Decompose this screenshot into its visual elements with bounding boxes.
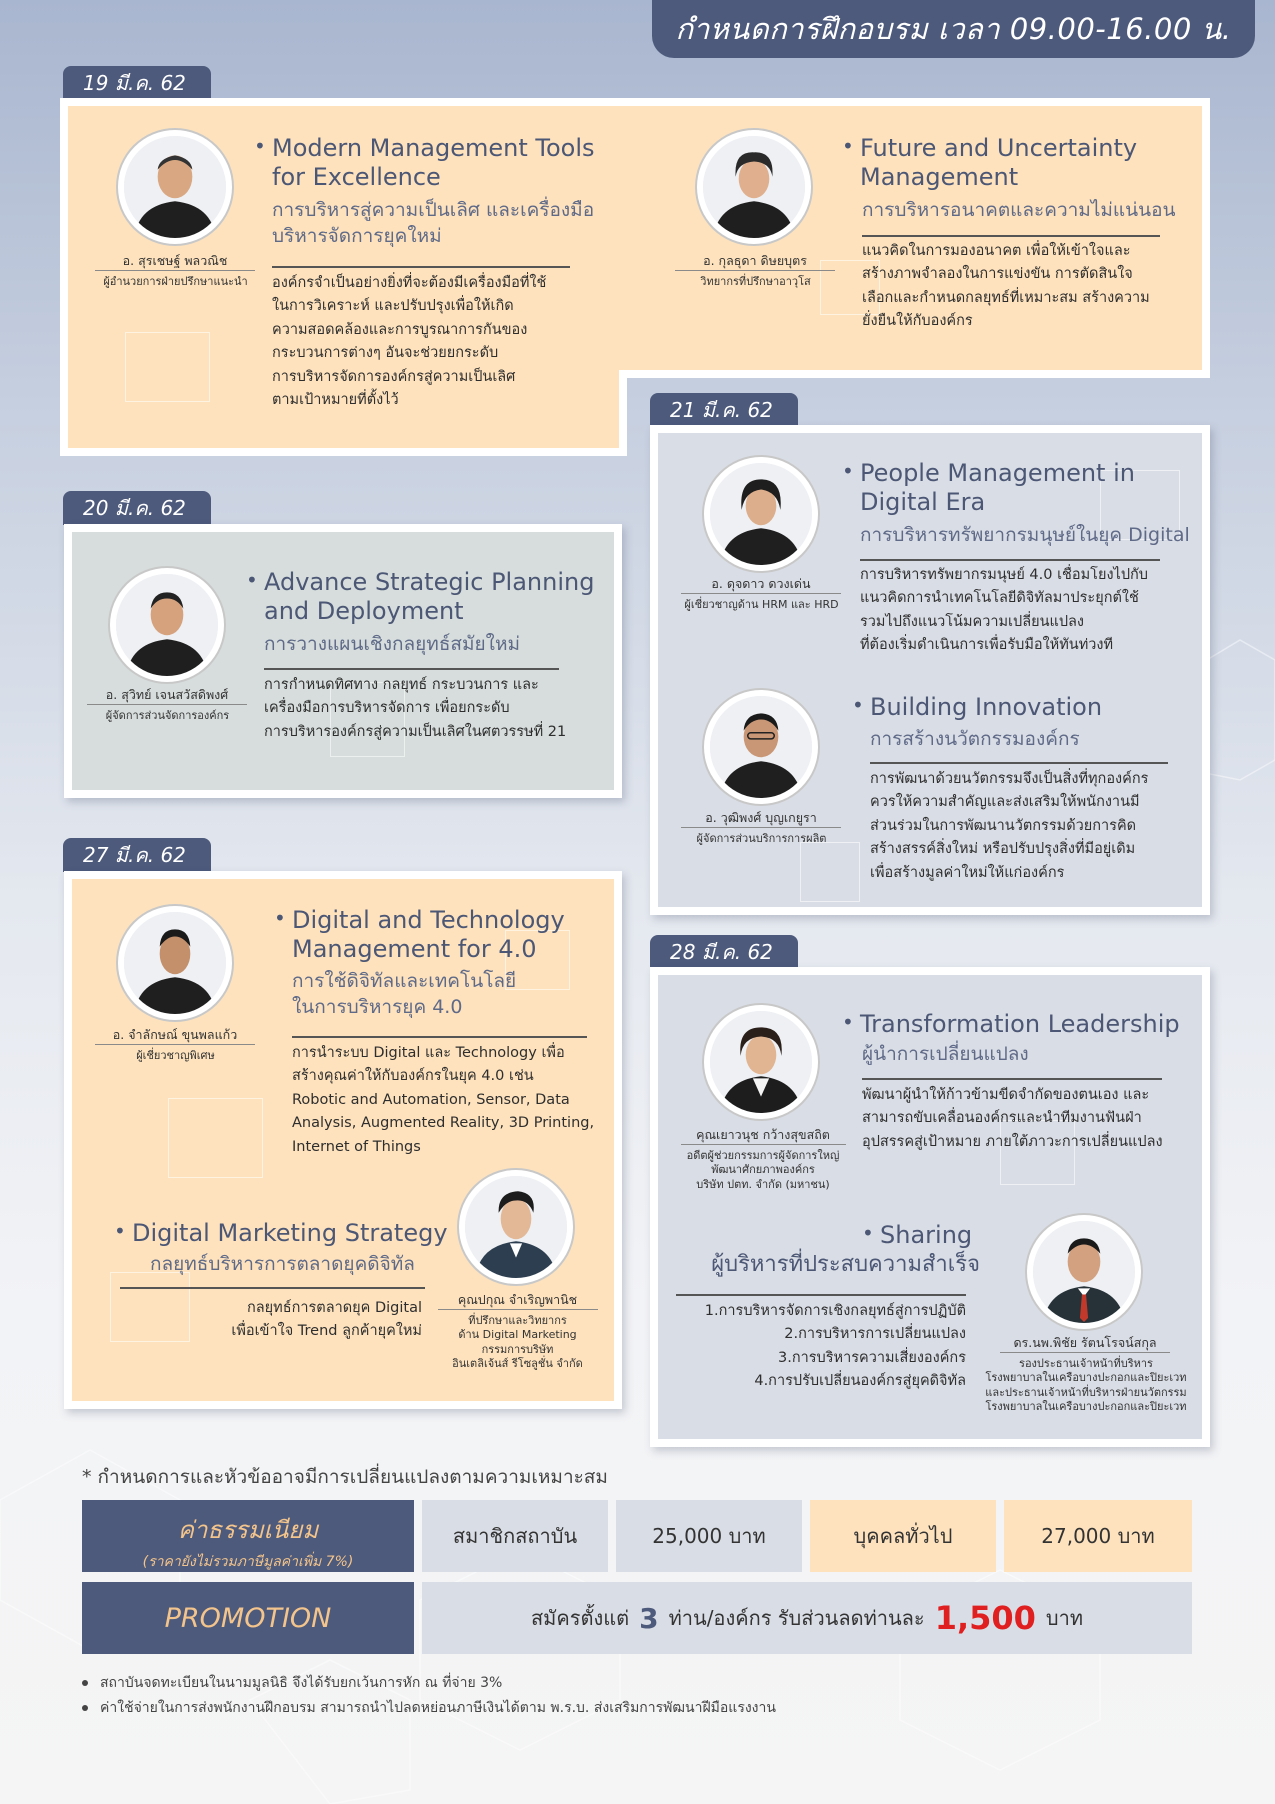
divider — [675, 270, 835, 271]
speaker-role: ผู้จัดการส่วนจัดการองค์กร — [105, 709, 230, 722]
bullet-icon: • — [114, 1219, 126, 1243]
member-price: 25,000 บาท — [616, 1500, 802, 1572]
title-divider — [862, 235, 1160, 237]
session-description: การบริหารทรัพยากรมนุษย์ 4.0 เชื่อมโยงไปกับ แนวคิดการนำเทคโนโลยีดิจิทัลมาประยุกต์ใช้ รวมไปถึงแนวโน้มความเปลี่ยนแปลง ที่ต้องเริ่มดำเนินการเพื่อรับมือให้ทันท่วงที — [860, 567, 1149, 654]
session-title: • Sharing — [862, 1221, 973, 1249]
session-title: • People Management in Digital Era — [842, 459, 1135, 517]
speaker-name: คุณเยาวนุช กว้างสุขสถิต — [696, 1127, 830, 1142]
decor-cube — [168, 1098, 263, 1178]
title-divider — [860, 559, 1160, 561]
fee-label-sub: (ราคายังไม่รวมภาษีมูลค่าเพิ่ม 7%) — [142, 1554, 354, 1570]
session-description: 1.การบริหารจัดการเชิงกลยุทธ์สู่การปฏิบัติ 2.การบริหารการเปลี่ยนแปลง 3.การบริหารความเสี่ยงองค์กร 4.การปรับเปลี่ยนองค์กรสู่ยุคดิจิทัล — [704, 1303, 966, 1390]
session-description: องค์กรจำเป็นอย่างยิ่งที่จะต้องมีเครื่องมือที่ใช้ ในการวิเคราะห์ และปรับปรุงเพื่อให้เกิด ความสอดคล้องและการบูรณาการกันของ กระบวนการต่างๆ อันจะช่วยยกระดับ การบริหารจัดการองค์กรสู่ความเป็นเลิศ ตามเป้าหมายที่ตั้งไว้ — [272, 275, 547, 409]
speaker-name: อ. ดุจดาว ดวงเด่น — [711, 576, 811, 591]
bullet-icon: • — [274, 906, 286, 930]
bullet-icon: • — [254, 134, 266, 158]
person-portrait-icon — [124, 136, 226, 238]
decor-cube — [125, 332, 210, 402]
speaker-role: ผู้อำนวยการฝ่ายปรึกษาแนะนำ — [103, 275, 248, 288]
session-description: กลยุทธ์การตลาดยุค Digital เพื่อเข้าใจ Trend ลูกค้ายุคใหม่ — [231, 1300, 422, 1340]
divider — [681, 827, 841, 828]
title-divider — [120, 1287, 425, 1289]
speaker-role: รองประธานเจ้าหน้าที่บริหาร โรงพยาบาลในเครือบางปะกอกและปิยะเวท และประธานเจ้าหน้าที่บริหารฝ่ายนวัตกรรม โรงพยาบาลในเครือบางปะกอกและปิยะเวท — [985, 1357, 1187, 1413]
speaker-name: อ. วุฒิพงศ์ บุญเกยูรา — [705, 810, 817, 825]
title-divider — [870, 762, 1168, 764]
divider — [95, 270, 255, 271]
speaker-name: อ. สุวิทย์ เจนสวัสดิพงศ์ — [105, 687, 229, 702]
person-portrait-icon — [710, 463, 812, 565]
session-subtitle: การวางแผนเชิงกลยุทธ์สมัยใหม่ — [264, 633, 521, 655]
promotion-label-box — [82, 1582, 414, 1654]
avatar — [459, 1170, 573, 1284]
speaker-role: อดีตผู้ช่วยกรรมการผู้จัดการใหญ่ พัฒนาศักยภาพองค์กร บริษัท ปตท. จำกัด (มหาชน) — [686, 1149, 840, 1191]
decor-cube — [110, 1272, 190, 1342]
divider — [95, 1044, 255, 1045]
member-label: สมาชิกสถาบัน — [422, 1500, 608, 1572]
session-subtitle: การบริหารสู่ความเป็นเลิศ และเครื่องมือ บริหารจัดการยุคใหม่ — [272, 199, 595, 248]
session-title: • Digital Marketing Strategy — [114, 1219, 448, 1247]
speaker-role: วิทยากรที่ปรึกษาอาวุโส — [700, 275, 811, 288]
session-title: • Building Innovation — [852, 693, 1103, 721]
footnote: ค่าใช้จ่ายในการส่งพนักงานฝึกอบรม สามารถนำไปลดหย่อนภาษีเงินได้ตาม พ.ร.บ. ส่งเสริมการพัฒนาฝีมือแรงงาน — [82, 1697, 776, 1719]
session-description: พัฒนาผู้นำให้ก้าวข้ามขีดจำกัดของตนเอง และ สามารถขับเคลื่อนองค์กรและนำทีมงานฟันฝ่า อุปสรรคสู่เป้าหมาย ภายใต้ภาวะการเปลี่ยนแปลง — [862, 1087, 1163, 1150]
person-portrait-icon — [1033, 1221, 1135, 1323]
divider — [87, 704, 247, 705]
promo-unit: บาท — [1045, 1606, 1084, 1630]
promotion-label: PROMOTION — [164, 1602, 332, 1634]
promo-count: 3 — [639, 1601, 659, 1635]
fee-label-box — [82, 1500, 414, 1572]
promotion-text — [422, 1582, 1192, 1654]
title-divider — [264, 668, 559, 670]
session-description: การพัฒนาด้วยนวัตกรรมจึงเป็นสิ่งที่ทุกองค์กร ควรให้ความสำคัญและส่งเสริมให้พนักงานมี ส่วนร่วมในการพัฒนานวัตกรรมด้วยการคิด สร้างสรรค์สิ่งใหม่ หรือปรับปรุงสิ่งที่มีอยู่เดิม เพื่อสร้างมูลค่าใหม่ให้แก่องค์กร — [870, 771, 1149, 881]
session-subtitle: การบริหารอนาคตและความไม่แน่นอน — [862, 199, 1176, 221]
person-portrait-icon — [116, 574, 218, 676]
avatar — [697, 130, 811, 244]
session-subtitle: ผู้บริหารที่ประสบความสำเร็จ — [711, 1252, 980, 1277]
footnote: สถาบันจดทะเบียนในนามมูลนิธิ จึงได้รับยกเว้นการหัก ณ ที่จ่าย 3% — [82, 1672, 502, 1694]
header-title: กำหนดการฝึกอบรม เวลา 09.00-16.00 น. — [675, 12, 1232, 46]
promo-text-before: สมัครตั้งแต่ — [530, 1606, 630, 1630]
general-label: บุคคลทั่วไป — [810, 1500, 996, 1572]
session-description: การนำระบบ Digital และ Technology เพื่อ สร้างคุณค่าให้กับองค์กรในยุค 4.0 เช่น Robotic and Automation, Sensor, Data Analysis, Augmented Reality, 3D Printing, Internet of Things — [292, 1045, 595, 1155]
bullet-icon: • — [862, 1221, 874, 1245]
speaker-role: ผู้เชี่ยวชาญพิเศษ — [136, 1049, 215, 1062]
bullet-icon — [82, 1680, 88, 1686]
bullet-icon — [82, 1705, 88, 1711]
date-tab-27-mar: 27 มี.ค. 62 — [63, 838, 211, 872]
avatar — [110, 568, 224, 682]
avatar — [704, 690, 818, 804]
session-subtitle: กลยุทธ์บริหารการตลาดยุคดิจิทัล — [150, 1253, 415, 1275]
date-tab-28-mar: 28 มี.ค. 62 — [650, 935, 798, 969]
title-divider — [862, 1078, 1162, 1080]
avatar — [1027, 1215, 1141, 1329]
session-title: • Modern Management Tools for Excellence — [254, 134, 595, 192]
person-portrait-icon — [465, 1176, 567, 1278]
schedule-note: * กำหนดการและหัวข้ออาจมีการเปลี่ยนแปลงตามความเหมาะสม — [82, 1466, 608, 1488]
session-subtitle: การใช้ดิจิทัลและเทคโนโลยี ในการบริหารยุค 4.0 — [292, 970, 517, 1019]
title-divider — [292, 1036, 587, 1038]
divider — [681, 593, 841, 594]
divider — [438, 1309, 598, 1310]
session-title: • Future and Uncertainty Management — [842, 134, 1138, 192]
speaker-name: อ. สุรเชษฐ์ พลวณิช — [122, 253, 228, 268]
session-subtitle: ผู้นำการเปลี่ยนแปลง — [862, 1043, 1029, 1065]
speaker-name: ดร.นพ.พิชัย รัตนโรจน์สกุล — [1013, 1335, 1157, 1350]
divider — [1000, 1352, 1170, 1353]
speaker-role: ผู้เชี่ยวชาญด้าน HRM และ HRD — [684, 598, 839, 611]
session-description: การกำหนดทิศทาง กลยุทธ์ กระบวนการ และ เครื่องมือการบริหารจัดการ เพื่อยกระดับ การบริหารองค์กรสู่ความเป็นเลิศในศตวรรษที่ 21 — [264, 677, 567, 740]
bullet-icon: • — [842, 459, 854, 483]
person-portrait-icon — [124, 912, 226, 1014]
speaker-name: อ. จำลักษณ์ ขุนพลแก้ว — [112, 1027, 238, 1042]
speaker-name: คุณปกุณ จำเริญพานิช — [457, 1292, 578, 1307]
speaker-role: ที่ปรึกษาและวิทยากร ด้าน Digital Marketing กรรมการบริษัท อินเตลิเจ้นส์ รีโซลูชั่น จำกัด — [452, 1314, 583, 1370]
session-description: แนวคิดในการมองอนาคต เพื่อให้เข้าใจและ สร้างภาพจำลองในการแข่งขัน การตัดสินใจ เลือกและกำหนดกลยุทธ์ที่เหมาะสม สร้างความ ยั่งยืนให้กับองค์กร — [862, 243, 1150, 330]
session-subtitle: การสร้างนวัตกรรมองค์กร — [870, 728, 1080, 750]
date-tab-21-mar: 21 มี.ค. 62 — [650, 393, 798, 427]
speaker-name: อ. กุลธุดา ดิษยบุตร — [703, 253, 807, 268]
title-divider — [272, 266, 570, 268]
person-portrait-icon — [710, 696, 812, 798]
bullet-icon: • — [842, 134, 854, 158]
avatar — [704, 457, 818, 571]
session-subtitle: การบริหารทรัพยากรมนุษย์ในยุค Digital — [860, 524, 1190, 546]
title-divider — [676, 1294, 966, 1296]
person-portrait-icon — [703, 136, 805, 238]
promo-amount: 1,500 — [934, 1599, 1036, 1637]
decor-cube — [800, 842, 860, 902]
general-price: 27,000 บาท — [1004, 1500, 1192, 1572]
avatar — [118, 130, 232, 244]
fee-label: ค่าธรรมเนียม — [177, 1516, 319, 1544]
bullet-icon: • — [246, 568, 258, 592]
bullet-icon: • — [852, 693, 864, 717]
session-title: • Advance Strategic Planning and Deployment — [246, 568, 595, 626]
avatar — [118, 906, 232, 1020]
date-tab-20-mar: 20 มี.ค. 62 — [63, 491, 211, 525]
session-title: • Transformation Leadership — [842, 1010, 1180, 1038]
person-portrait-icon — [710, 1011, 812, 1113]
speaker-role: ผู้จัดการส่วนบริการการผลิต — [696, 832, 827, 845]
session-title: • Digital and Technology Management for 4.0 — [274, 906, 565, 964]
date-tab-19-mar: 19 มี.ค. 62 — [63, 66, 211, 100]
bullet-icon: • — [842, 1010, 854, 1034]
schedule-header — [652, 0, 1255, 58]
promo-text-mid: ท่าน/องค์กร รับส่วนลดท่านละ — [668, 1606, 925, 1630]
avatar — [704, 1005, 818, 1119]
divider — [681, 1144, 846, 1145]
